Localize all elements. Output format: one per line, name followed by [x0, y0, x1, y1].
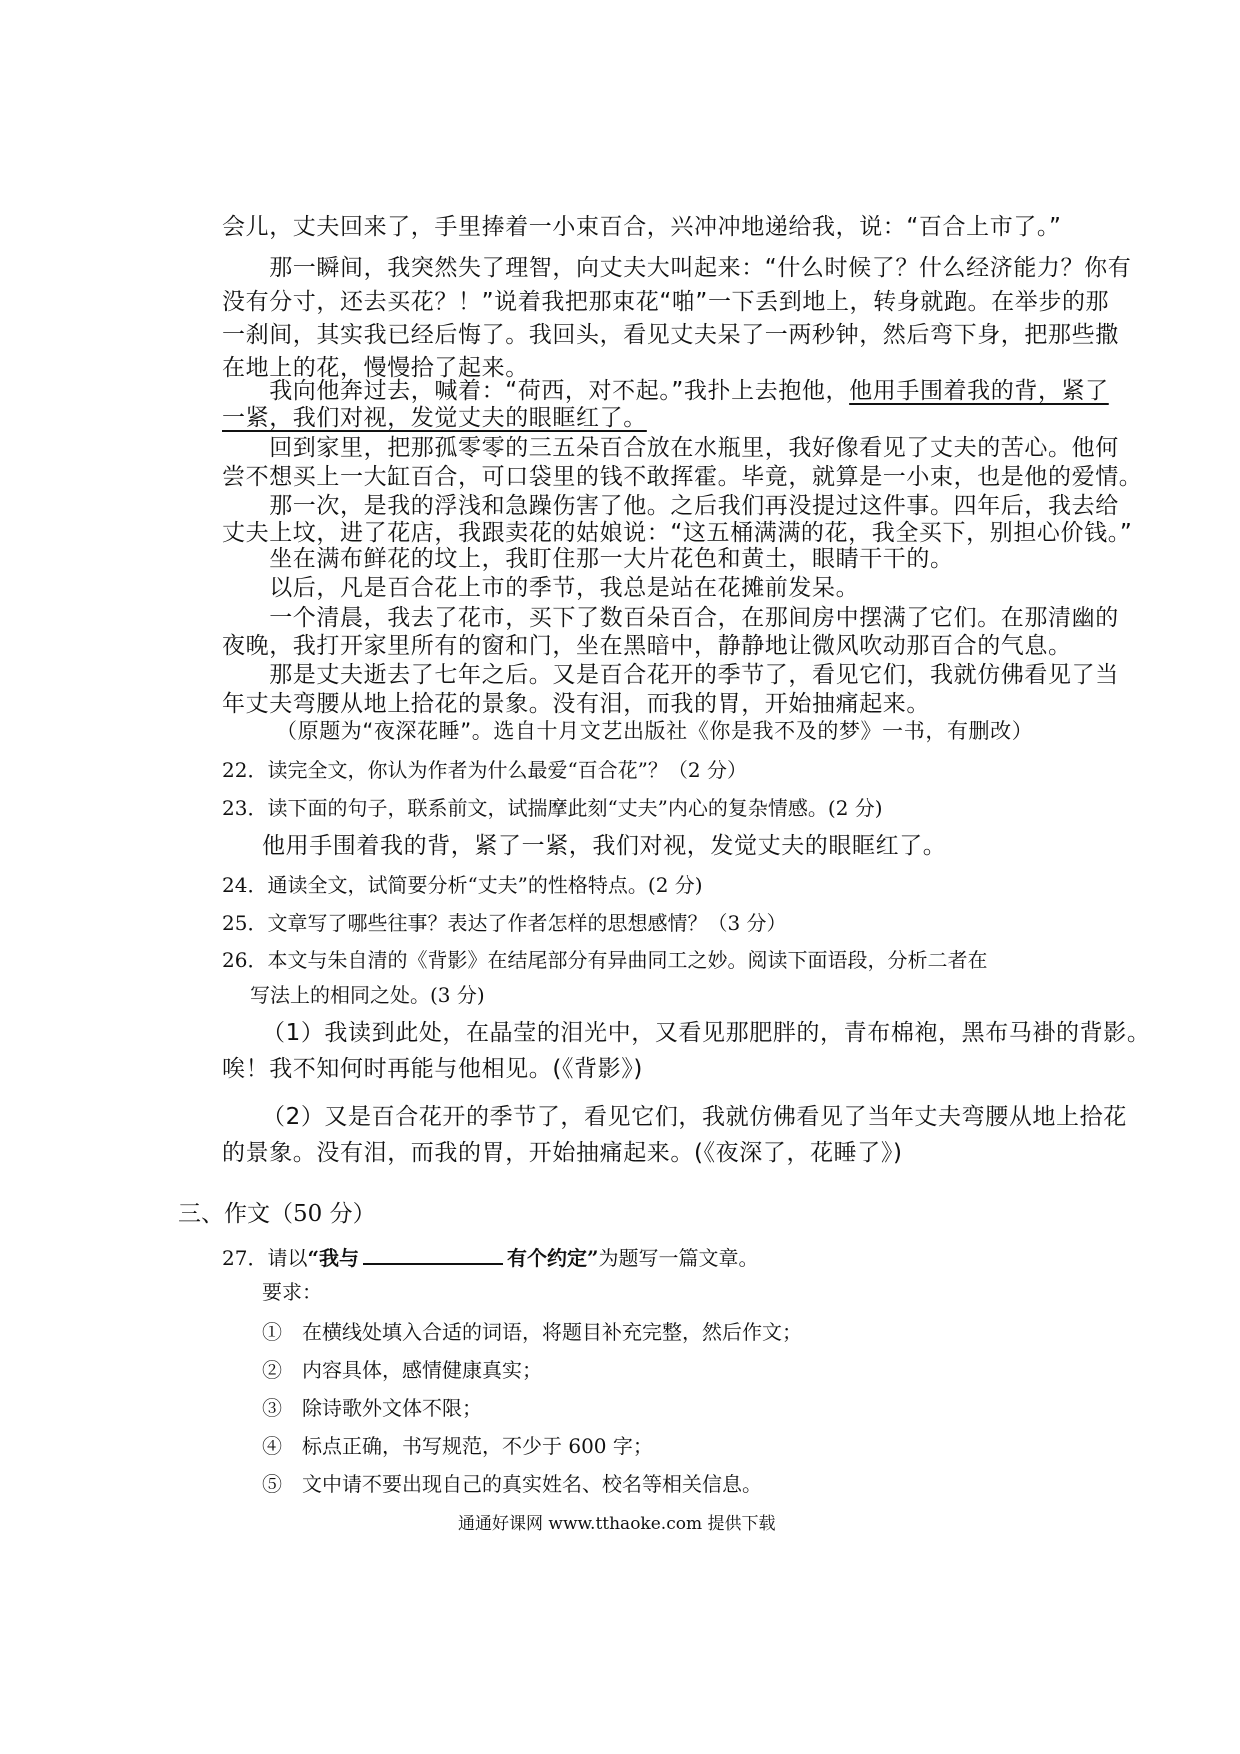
passage-line: 夜晚，我打开家里所有的窗和门，坐在黑暗中，静静地让微风吹动那百合的气息。: [222, 633, 1072, 659]
question-26-cont: 写法上的相同之处。(3 分): [250, 983, 485, 1007]
underlined-sentence: 他用手围着我的背，紧了: [849, 378, 1109, 404]
excerpt-1: （1）我读到此处，在晶莹的泪光中，又看见那肥胖的，青布棉袍，黑布马褂的背影。: [262, 1020, 1151, 1046]
passage-line: 以后，凡是百合花上市的季节，我总是站在花摊前发呆。: [222, 575, 860, 601]
passage-line: 一刹间，其实我已经后悔了。我回头，看见丈夫呆了一两秒钟，然后弯下身，把那些撒: [222, 322, 1119, 348]
requirement-item: ④ 标点正确，书写规范，不少于 600 字；: [262, 1434, 653, 1458]
question-25: 25．文章写了哪些往事？表达了作者怎样的思想感情？（3 分）: [222, 911, 787, 935]
footer-credit: 通通好课网 www.tthaoke.com 提供下载: [458, 1514, 776, 1534]
section-heading: 三、作文（50 分）: [178, 1201, 376, 1227]
requirement-item: ② 内容具体，感情健康真实；: [262, 1358, 542, 1382]
passage-line: 回到家里，把那孤零零的三五朵百合放在水瓶里，我好像看见了丈夫的苦心。他何: [222, 435, 1119, 461]
passage-line: 那一瞬间，我突然失了理智，向丈夫大叫起来：“什么时候了？什么经济能力？你有: [222, 255, 1132, 281]
question-26: 26．本文与朱自清的《背影》在结尾部分有异曲同工之妙。阅读下面语段，分析二者在: [222, 948, 988, 972]
requirements-label: 要求：: [262, 1280, 322, 1304]
question-22: 22．读完全文，你认为作者为什么最爱“百合花”？（2 分）: [222, 758, 747, 782]
excerpt-2-cont: 的景象。没有泪，而我的胃，开始抽痛起来。(《夜深了，花睡了》): [222, 1140, 903, 1166]
question-23-quote: 他用手围着我的背，紧了一紧，我们对视，发觉丈夫的眼眶红了。: [262, 833, 947, 859]
passage-line: 年丈夫弯腰从地上拾花的景象。没有泪，而我的胃，开始抽痛起来。: [222, 691, 930, 717]
underlined-sentence: 一紧，我们对视，发觉丈夫的眼眶红了。: [222, 405, 647, 431]
passage-line: 那一次，是我的浮浅和急躁伤害了他。之后我们再没提过这件事。四年后，我去给: [222, 493, 1119, 519]
requirement-item: ⑤ 文中请不要出现自己的真实姓名、校名等相关信息。: [262, 1472, 762, 1496]
passage-line: 丈夫上坟，进了花店，我跟卖花的姑娘说：“这五桶满满的花，我全买下，别担心价钱。”: [222, 520, 1133, 546]
title-blank: [363, 1243, 503, 1265]
passage-line: 没有分寸，还去买花？！”说着我把那束花“啪”一下丢到地上，转身就跑。在举步的那: [222, 289, 1110, 315]
passage-line: 一个清晨，我去了花市，买下了数百朵百合，在那间房中摆满了它们。在那清幽的: [222, 605, 1119, 631]
source-note: （原题为“夜深花睡”。选自十月文艺出版社《你是我不及的梦》一书，有删改）: [276, 719, 1034, 743]
question-24: 24．通读全文，试简要分析“丈夫”的性格特点。(2 分): [222, 873, 703, 897]
passage-line: 会儿，丈夫回来了，手里捧着一小束百合，兴冲冲地递给我，说：“百合上市了。”: [222, 214, 1062, 240]
essay-title-end: 有个约定”: [506, 1246, 599, 1270]
passage-line: [222, 378, 1109, 404]
passage-line: 那是丈夫逝去了七年之后。又是百合花开的季节了，看见它们，我就仿佛看见了当: [222, 662, 1119, 688]
passage-line: 在地上的花，慢慢拾了起来。: [222, 355, 529, 381]
question-23: 23．读下面的句子，联系前文，试揣摩此刻“丈夫”内心的复杂情感。(2 分): [222, 796, 883, 820]
excerpt-1-cont: 唉！我不知何时再能与他相见。(《背影》): [222, 1056, 643, 1082]
requirement-item: ① 在横线处填入合适的词语，将题目补充完整，然后作文；: [262, 1320, 802, 1344]
passage-line: 坐在满布鲜花的坟上，我盯住那一大片花色和黄土，眼睛干干的。: [222, 546, 954, 572]
requirement-item: ③ 除诗歌外文体不限；: [262, 1396, 482, 1420]
question-27: [222, 1243, 1062, 1268]
excerpt-2: （2）又是百合花开的季节了，看见它们，我就仿佛看见了当年丈夫弯腰从地上拾花: [262, 1104, 1127, 1130]
passage-text: 我向他奔过去，喊着：“荷西，对不起。”我扑上去抱他，: [222, 378, 850, 404]
passage-line: 尝不想买上一大缸百合，可口袋里的钱不敢挥霍。毕竟，就算是一小束，也是他的爱情。: [222, 464, 1143, 490]
q27-prefix: 27．请以: [222, 1246, 308, 1270]
passage-line: [222, 407, 1062, 430]
q27-suffix: 为题写一篇文章。: [598, 1246, 759, 1270]
essay-title-start: “我与: [307, 1246, 359, 1270]
